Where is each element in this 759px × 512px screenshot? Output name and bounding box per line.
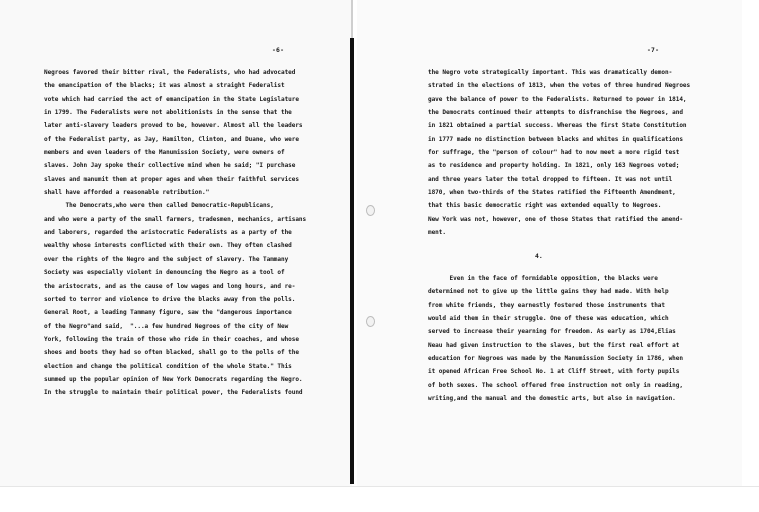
text-line: for suffrage, the "person of colour" had to now meet a more rigid test xyxy=(428,149,680,157)
text-line: education for Negroes was made by the Manumission Society in 1786, when xyxy=(428,355,683,363)
page-number-right: -7- xyxy=(647,46,660,54)
text-line: in 1777 made no distinction between blacks and whites in qualifications xyxy=(428,135,683,143)
page-number-left: -6- xyxy=(272,46,285,54)
text-line: wealthy whose interests conflicted with their own. They often clashed xyxy=(44,242,292,250)
text-line: writing,and the manual and the domestic arts, but also in navigation. xyxy=(428,395,676,403)
book-spine xyxy=(350,38,354,484)
right-page-text-bottom xyxy=(428,272,683,405)
text-line: of the Federalist party, as Jay, Hamilton, Clinton, and Duane, who were xyxy=(44,135,299,143)
text-line: later anti-slavery leaders proved to be, however. Almost all the leaders xyxy=(44,122,303,130)
text-line: as to residence and property holding. In 1821, only 163 Negroes voted; xyxy=(428,162,680,170)
text-line: Society was especially violent in denouncing the Negro as a tool of xyxy=(44,269,285,277)
text-line: strated in the elections of 1813, when the votes of three hundred Negroes xyxy=(428,82,691,90)
text-line: of both sexes. The school offered free instruction not only in reading, xyxy=(428,381,683,389)
section-number: 4. xyxy=(535,252,543,260)
text-line: the emancipation of the blacks; it was almost a straight Federalist xyxy=(44,82,285,90)
text-line: and three years later the total dropped to fifteen. It was not until xyxy=(428,175,673,183)
text-line: slaves. John Jay spoke their collective mind when he said; "I purchase xyxy=(44,162,296,170)
text-line: General Root, a leading Tammany figure, saw the "dangerous importance xyxy=(44,309,292,317)
left-page-text xyxy=(44,66,306,400)
text-line: determined not to give up the little gains they had made. With help xyxy=(428,288,669,296)
text-line: 1870, when two-thirds of the States ratified the Fifteenth Amendment, xyxy=(428,189,676,197)
text-line: Negroes favored their bitter rival, the Federalists, who had advocated xyxy=(44,69,296,76)
text-line: over the rights of the Negro and the subject of slavery. The Tammany xyxy=(44,255,289,263)
binder-hole-bottom xyxy=(366,316,375,327)
text-line: the Negro vote strategically important. This was dramatically demon- xyxy=(428,69,673,76)
text-line: the Democrats continued their attempts to disfranchise the Negroes, and xyxy=(428,109,683,117)
text-line: summed up the popular opinion of New York Democrats regarding the Negro. xyxy=(44,375,303,383)
text-line: in 1799. The Federalists were not abolitionists in the sense that the xyxy=(44,109,292,117)
right-page-text-top xyxy=(428,66,690,239)
text-line: that this basic democratic right was extended equally to Negroes. xyxy=(428,202,662,210)
spine-top-shadow xyxy=(351,0,353,40)
text-line: Even in the face of formidable opposition, the blacks were xyxy=(428,275,658,282)
text-line: slaves and manumit them at proper ages and when their faithful services xyxy=(44,175,299,183)
text-line: gave the balance of power to the Federalists. Returned to power in 1814, xyxy=(428,95,687,103)
text-line: election and change the political condition of the whole State." This xyxy=(44,362,292,370)
binder-hole-top xyxy=(366,205,375,216)
text-line: New York was not, however, one of those States that ratified the amend- xyxy=(428,215,683,223)
text-line: York, following the train of those who ride in their coaches, and whose xyxy=(44,335,299,343)
text-line: would aid them in their struggle. One of these was education, which xyxy=(428,315,669,323)
text-line: shoes and boots they had so often blacked, shall go to the polls of the xyxy=(44,349,299,357)
page-edge xyxy=(742,0,759,511)
text-line: ment. xyxy=(428,229,446,237)
text-line: in 1821 obtained a partial success. Whereas the first State Constitution xyxy=(428,122,687,130)
text-line: Neau had given instruction to the slaves, but the first real effort at xyxy=(428,341,680,349)
right-page xyxy=(357,0,743,486)
text-line: The Democrats,who were then called Democratic-Republicans, xyxy=(44,202,274,210)
text-line: sorted to terror and violence to drive the blacks away from the polls. xyxy=(44,295,296,303)
text-line: shall have afforded a reasonable retribution." xyxy=(44,189,210,197)
text-line: members and even leaders of the Manumission Society, were owners of xyxy=(44,149,285,157)
bottom-margin xyxy=(0,486,759,512)
text-line: it opened African Free School No. 1 at Cliff Street, with forty pupils xyxy=(428,368,680,376)
text-line: of the Negro"and said, "...a few hundred Negroes of the city of New xyxy=(44,322,289,330)
text-line: and who were a party of the small farmers, tradesmen, mechanics, artisans xyxy=(44,215,307,223)
text-line: from white friends, they earnestly fostered those instruments that xyxy=(428,301,665,309)
text-line: the aristocrats, and as the cause of low wages and long hours, and re- xyxy=(44,282,296,290)
text-line: vote which had carried the act of emancipation in the State Legislature xyxy=(44,95,299,103)
text-line: In the struggle to maintain their political power, the Federalists found xyxy=(44,389,303,397)
text-line: served to increase their yearning for freedom. As early as 1704,Elias xyxy=(428,328,676,336)
left-page xyxy=(0,0,352,486)
text-line: and laborers, regarded the aristocratic Federalists as a party of the xyxy=(44,229,292,237)
